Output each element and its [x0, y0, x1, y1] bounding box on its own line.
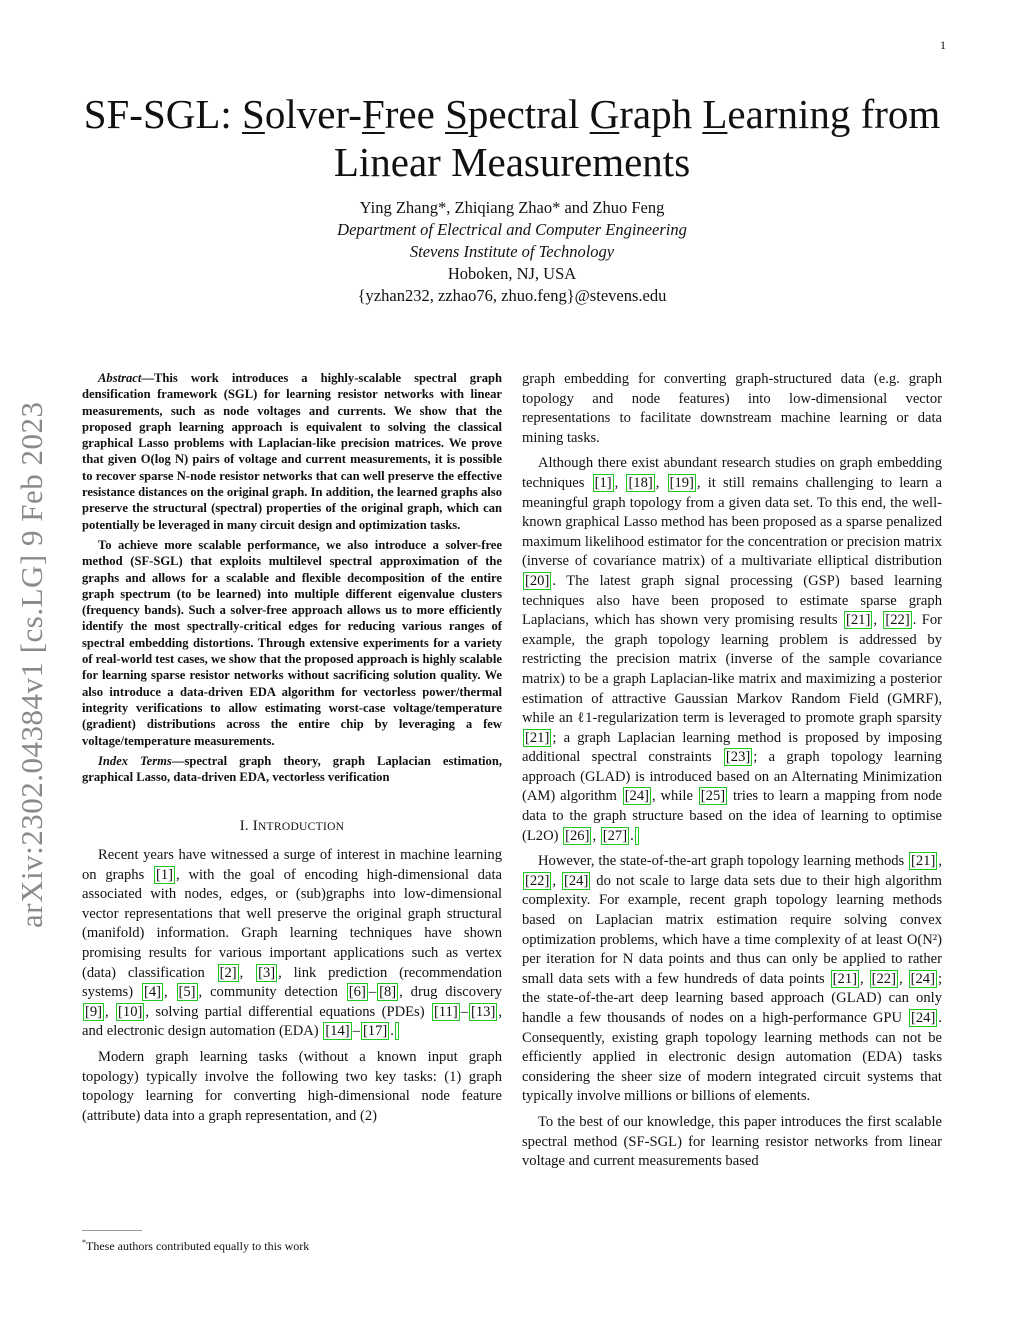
- citation-link[interactable]: [5]: [178, 984, 196, 1001]
- author-department: Department of Electrical and Computer Engineering: [337, 220, 687, 239]
- text-run: However, the state-of-the-art graph topology learning methods: [538, 853, 909, 870]
- right-para-1: [522, 454, 942, 846]
- text-run: ,: [655, 474, 667, 491]
- citation-link[interactable]: [10]: [118, 1003, 143, 1020]
- citation-link[interactable]: [13]: [471, 1003, 496, 1020]
- section-heading: [82, 817, 502, 838]
- text-run: ,: [552, 872, 561, 889]
- citation-link[interactable]: [21]: [832, 970, 857, 987]
- citation-link[interactable]: [1]: [594, 474, 612, 491]
- text-run: ,: [614, 474, 626, 491]
- author-names: Ying Zhang*, Zhiqiang Zhao* and Zhuo Feng: [359, 198, 665, 217]
- author-institute: Stevens Institute of Technology: [409, 242, 615, 261]
- citation-link[interactable]: [8]: [379, 984, 397, 1001]
- text-run: .: [390, 1023, 394, 1040]
- text-run: , drug discovery: [399, 984, 503, 1001]
- footnote-rule: [82, 1230, 142, 1231]
- text-run: . For example, the graph topology learning problem is addressed by restricting the precision matrix (inverse of the sample covariance matrix) to be a graph Laplacian-like matrix and maximizing a posterior estimation of attractive Gaussian Markov Random Field (GMRF), while an ℓ1-regularization term is leveraged to promote graph sparsity: [522, 612, 943, 727]
- text-run: , link prediction (recommendation systems): [82, 964, 502, 1001]
- text-run: , with the goal of encoding high-dimensional data associated with nodes, edges, or (sub)graphs into low-dimensional vector representations that well preserve the original graph structural (manifold) information. Graph learning techniques have shown promising results for various important applications such as vertex (data) classification: [82, 866, 502, 981]
- text-run: ,: [860, 970, 869, 987]
- author-block: [60, 197, 964, 307]
- text-run: ; the state-of-the-art deep learning based approach (GLAD) can only handle a few thousands of nodes on a high-performance GPU: [522, 970, 942, 1026]
- text-run: –: [368, 984, 377, 1001]
- abstract-lead: Abstract: [98, 371, 142, 385]
- text-run: . Consequently, existing graph topology learning methods can not be efficiently applied in electronic design automation (EDA) tasks considering the sheer size of modern integrated circuit systems that typically involve millions or billions of elements.: [522, 1010, 942, 1105]
- right-para-2: [522, 852, 942, 1107]
- index-terms: [82, 753, 502, 786]
- paper-title: [60, 90, 964, 186]
- citation-link[interactable]: [6]: [348, 984, 366, 1001]
- abstract-text-1: —This work introduces a highly-scalable spectral graph densification framework (SGL) for learning resistor networks with linear measurements, such as node voltages and currents. We show that the proposed graph learning approach is equivalent to solving the classical graphical Lasso problems with Laplacian-like precision matrices. We prove that given O(log N) pairs of voltage and current measurements, it is possible to recover sparse N-node resistor networks that can well preserve the effective resistance distances on the original graph. In addition, the learned graphs also preserve the structural (spectral) properties of the original graph, which can potentially be leveraged in many circuit design and optimization tasks.: [82, 371, 502, 532]
- title-part: L: [702, 91, 728, 137]
- text-run: ; a graph Laplacian learning method is proposed by imposing additional spectral constraints: [522, 729, 942, 766]
- right-para-0: graph embedding for converting graph-structured data (e.g. graph topology and node features) into low-dimensional vector representations to facilitate downstream machine learning or data mining tasks.: [522, 371, 942, 446]
- title-line-2: Linear Measurements: [333, 139, 691, 185]
- title-part: G: [589, 91, 620, 137]
- title-line-1: [60, 90, 964, 138]
- citation-link[interactable]: [22]: [525, 872, 550, 889]
- citation-link[interactable]: [22]: [885, 612, 910, 629]
- section-rest: NTRODUCTION: [257, 821, 345, 834]
- arxiv-stamp: arXiv:2302.04384v1 [cs.LG] 9 Feb 2023: [14, 401, 49, 928]
- section-numeral: I.: [239, 818, 249, 835]
- text-run: Recent years have witnessed a surge of interest in machine learning on graphs: [82, 847, 502, 883]
- index-terms-text: —spectral graph theory, graph Laplacian estimation, graphical Lasso, data-driven EDA, vectorless verification: [82, 753, 502, 785]
- citation-link[interactable]: [24]: [624, 788, 650, 805]
- page-number: 1: [940, 38, 946, 52]
- author-emails[interactable]: {yzhan232, zzhao76, zhuo.feng}@stevens.edu: [357, 286, 667, 305]
- title-part: olver-: [264, 91, 362, 137]
- text-run: ,: [898, 970, 908, 987]
- text-run: , and electronic design automation (EDA): [82, 1003, 502, 1040]
- citation-link[interactable]: [21]: [525, 729, 550, 746]
- text-run: –: [460, 1003, 469, 1020]
- title-part: SF-SGL:: [83, 91, 243, 137]
- text-run: Although there exist abundant research studies on graph embedding techniques: [522, 455, 942, 491]
- footnote: [82, 1238, 502, 1254]
- title-part: raph: [619, 91, 703, 137]
- text-run: ,: [105, 1003, 116, 1020]
- text-run: ,: [163, 984, 176, 1001]
- author-location: Hoboken, NJ, USA: [447, 264, 577, 283]
- citation-link[interactable]: [9]: [85, 1003, 103, 1020]
- citation-link[interactable]: [23]: [725, 749, 751, 766]
- title-part: earning from: [727, 91, 941, 137]
- text-run: do not scale to large data sets due to their high algorithm complexity. For example, recent graph topology learning methods based on Laplacian matrix estimation require solving convex optimization problems, which have a time complexity of at least O(N²) per iteration for N data points and thus can only be applied to rather small data sets with a few hundreds of data points: [522, 872, 943, 987]
- citation-link[interactable]: [635, 827, 639, 845]
- left-column: [82, 370, 502, 1126]
- citation-link[interactable]: [21]: [846, 612, 871, 629]
- abstract-para-1: [82, 370, 502, 533]
- footnote-mark: *: [82, 1238, 86, 1247]
- title-part: F: [361, 91, 385, 137]
- citation-link[interactable]: [18]: [628, 474, 653, 491]
- citation-link[interactable]: [3]: [258, 964, 276, 981]
- section-first-letter: I: [252, 818, 258, 835]
- text-run: ,: [592, 827, 600, 844]
- citation-link[interactable]: [11]: [433, 1003, 458, 1020]
- title-part: ree: [384, 91, 446, 137]
- text-run: , while: [652, 788, 698, 805]
- citation-link[interactable]: [22]: [871, 970, 896, 987]
- text-run: . The latest graph signal processing (GSP) based learning techniques also have been proposed to estimate sparse graph Laplacians, which has shown very promising results: [522, 572, 942, 629]
- citation-link[interactable]: [24]: [911, 1010, 936, 1026]
- text-run: ; a graph topology learning approach (GLAD) is introduced based on an Alternating Minimization (AM) algorithm: [522, 749, 942, 805]
- citation-link[interactable]: [20]: [525, 572, 550, 589]
- abstract-para-2: To achieve more scalable performance, we also introduce a solver-free method (SF-SGL) that exploits multilevel spectral approximation of the graphs and allows for a scalable and flexible decomposition of the entire graph spectrum (to be learned) into multiple different eigenvalue clusters (frequency bands). Such a solver-free approach allows us to more efficiently identify the most spectrally-critical edges for reducing various ranges of spectral embedding distortions. Through extensive experiments for a variety of real-world test cases, we show that the proposed approach is highly scalable for learning sparse resistor networks without sacrificing solution quality. We also introduce a data-driven EDA algorithm for vectorless power/thermal integrity verifications to allow estimating worst-case voltage/temperature (gradient) distributions across the entire chip by leveraging a few voltage/temperature measurements.: [82, 537, 502, 748]
- text-run: tries to learn a mapping from node data to the graph structure based on the idea of learning to optimise (L2O): [522, 788, 943, 844]
- citation-link[interactable]: [2]: [219, 964, 237, 981]
- citation-link[interactable]: [14]: [325, 1023, 350, 1040]
- right-para-3: To the best of our knowledge, this paper introduces the first scalable spectral method (SF-SGL) for learning resistor networks from linear voltage and current measurements based: [522, 1113, 942, 1170]
- title-part: S: [242, 91, 265, 137]
- text-run: –: [352, 1023, 360, 1040]
- text-run: , it still remains challenging to learn a meaningful graph topology from a given data set. To this end, the well-known graphical Lasso method has been proposed as a sparse penalized maximum likelihood estimator for the concentration or precision matrix (inverse of covariance matrix) of a multivariate elliptical distribution: [522, 474, 943, 570]
- footnote-text: These authors contributed equally to this work: [86, 1239, 310, 1253]
- intro-para-1: [82, 846, 502, 1042]
- text-run: ,: [239, 964, 256, 981]
- citation-link[interactable]: [21]: [911, 853, 936, 870]
- text-run: ,: [938, 853, 942, 870]
- citation-link[interactable]: [1]: [156, 866, 174, 883]
- title-part: S: [445, 91, 468, 137]
- citation-link[interactable]: [24]: [563, 872, 589, 889]
- citation-link[interactable]: [19]: [669, 474, 694, 491]
- text-run: ,: [873, 612, 883, 629]
- citation-link[interactable]: [27]: [602, 827, 628, 844]
- citation-link[interactable]: [17]: [362, 1023, 388, 1040]
- title-part: pectral: [467, 91, 590, 137]
- right-column: [522, 370, 942, 1172]
- citation-link[interactable]: [395, 1022, 399, 1040]
- text-run: , community detection: [198, 984, 346, 1001]
- citation-link[interactable]: [26]: [565, 827, 590, 844]
- intro-para-2: Modern graph learning tasks (without a known input graph topology) typically involve the following two key tasks: (1) graph topology learning for converting high-dimensional node feature (attribute) data into a graph representation, and (2): [82, 1048, 502, 1124]
- text-run: .: [630, 827, 634, 844]
- citation-link[interactable]: [25]: [700, 788, 726, 805]
- text-run: , solving partial differential equations (PDEs): [145, 1003, 431, 1020]
- citation-link[interactable]: [24]: [910, 970, 935, 987]
- citation-link[interactable]: [4]: [143, 984, 161, 1001]
- index-terms-lead: Index Terms: [98, 753, 172, 768]
- abstract: [82, 370, 502, 785]
